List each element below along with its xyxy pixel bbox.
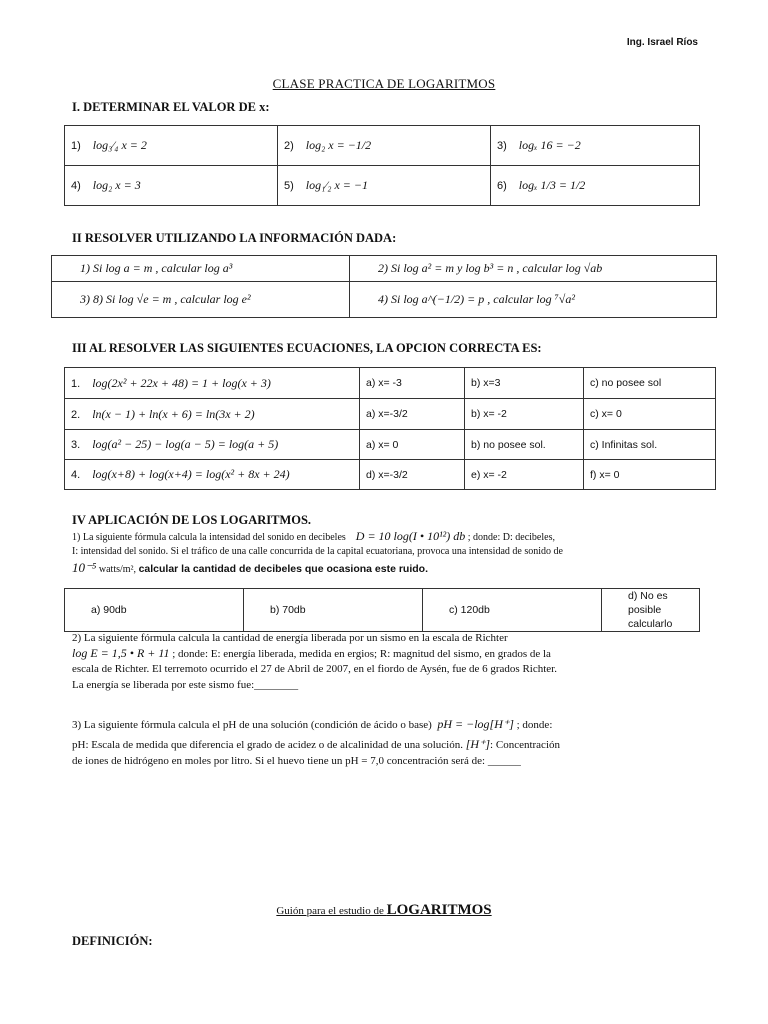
richter-formula: log E = 1,5 • R + 11 [72,646,170,660]
option-a: a) x= 0 [360,430,465,460]
answer-blank[interactable]: ______ [487,755,521,767]
option-c: f) x= 0 [584,460,716,490]
option-a: a) x=-3/2 [360,399,465,430]
page-title: CLASE PRACTICA DE LOGARITMOS [272,76,496,91]
section-1-heading: I. DETERMINAR EL VALOR DE x: [72,100,270,114]
problem-3-line-1: 3) La siguiente fórmula calcula el pH de una solución (condición de ácido o base) pH = −log[H⁺] ; donde: [72,717,553,731]
table-row [65,430,716,460]
equation: 1. log(2x² + 22x + 48) = 1 + log(x + 3) [65,368,360,399]
option-c: c) 120db [423,589,602,632]
option-c: c) Infinitas sol. [584,430,716,460]
option-d: d) No es posible calcularlo [602,589,700,632]
equation: 3. log(a² − 25) − log(a − 5) = log(a + 5) [65,430,360,460]
part2-item: 1) Si log a = m , calcular log a³ [52,256,350,282]
option-b: b) 70db [244,589,423,632]
option-b: e) x= -2 [465,460,584,490]
option-b: b) x=3 [465,368,584,399]
part1-item: 3) logₓ 16 = −2 [491,126,700,166]
part2-item: 3) 8) Si log √e = m , calcular log e² [52,282,350,318]
part3-table [64,367,716,490]
option-c: c) no posee sol [584,368,716,399]
part1-table [64,125,700,206]
problem-2-line-4: La energía se liberada por este sismo fue:________ [72,679,299,691]
part1-item: 1) log₃⁄₄ x = 2 [65,126,278,166]
author: Ing. Israel Ríos [626,37,698,48]
table-row [65,399,716,430]
problem-3-line-3: de iones de hidrógeno en moles por litro. Si el huevo tiene un pH = 7,0 concentración será de: ______ [72,755,521,767]
option-a: d) x=-3/2 [360,460,465,490]
option-b: b) no posee sol. [465,430,584,460]
part1-item: 5) log₁⁄₂ x = −1 [278,166,491,206]
problem-1-line-1: 1) La siguiente fórmula calcula la intensidad del sonido en decibeles D = 10 log(I • 10¹²) db ; donde: D: decibeles, [72,529,555,543]
section-4-heading: IV APLICACIÓN DE LOS LOGARITMOS. [72,513,312,527]
part1-item: 4) log₂ x = 3 [65,166,278,206]
part2-item: 2) Si log a² = m y log b³ = n , calcular log √ab [350,256,717,282]
option-a: a) 90db [65,589,244,632]
problem-1-options [64,588,700,632]
guide-title: Guión para el estudio de LOGARITMOS [276,902,492,918]
table-row [65,460,716,490]
part1-item: 6) logₓ 1/3 = 1/2 [491,166,700,206]
section-3-heading: III AL RESOLVER LAS SIGUIENTES ECUACIONES, LA OPCION CORRECTA ES: [72,341,542,355]
problem-1-line-2: I: intensidad del sonido. Si el tráfico de una calle concurrida de la capital ecuatoriana, provoca una intensidad de sonido de [72,546,563,557]
section-2-heading: II RESOLVER UTILIZANDO LA INFORMACIÓN DADA: [72,231,397,245]
table-row [65,368,716,399]
decibel-formula: D = 10 log(I • 10¹²) db [355,529,466,543]
part2-table [51,255,717,318]
equation: 2. ln(x − 1) + ln(x + 6) = ln(3x + 2) [65,399,360,430]
definition-heading: DEFINICIÓN: [72,934,153,948]
part2-item: 4) Si log a^(−1/2) = p , calcular log ⁷√a² [350,282,717,318]
problem-2-line-3: escala de Richter. El terremoto ocurrido el 27 de Abril de 2007, en el fiordo de Aysén, fue de 6 grados Richter. [72,663,557,675]
problem-1-line-3: 10⁻⁵ watts/m², calcular la cantidad de decibeles que ocasiona este ruido. [72,560,428,575]
equation: 4. log(x+8) + log(x+4) = log(x² + 8x + 24) [65,460,360,490]
option-b: b) x= -2 [465,399,584,430]
problem-3-line-2: pH: Escala de medida que diferencia el grado de acidez o de alcalinidad de una solución. [H⁺]: Concentración [72,737,560,751]
option-a: a) x= -3 [360,368,465,399]
option-c: c) x= 0 [584,399,716,430]
ph-formula: pH = −log[H⁺] [437,717,514,731]
problem-2-line-2: log E = 1,5 • R + 11 ; donde: E: energía liberada, medida en ergios; R: magnitud del sismo, en grados de la [72,646,551,660]
part1-item: 2) log₂ x = −1/2 [278,126,491,166]
problem-2-line-1: 2) La siguiente fórmula calcula la cantidad de energía liberada por un sismo en la escala de Richter [72,632,508,644]
answer-blank[interactable]: ________ [254,679,299,691]
